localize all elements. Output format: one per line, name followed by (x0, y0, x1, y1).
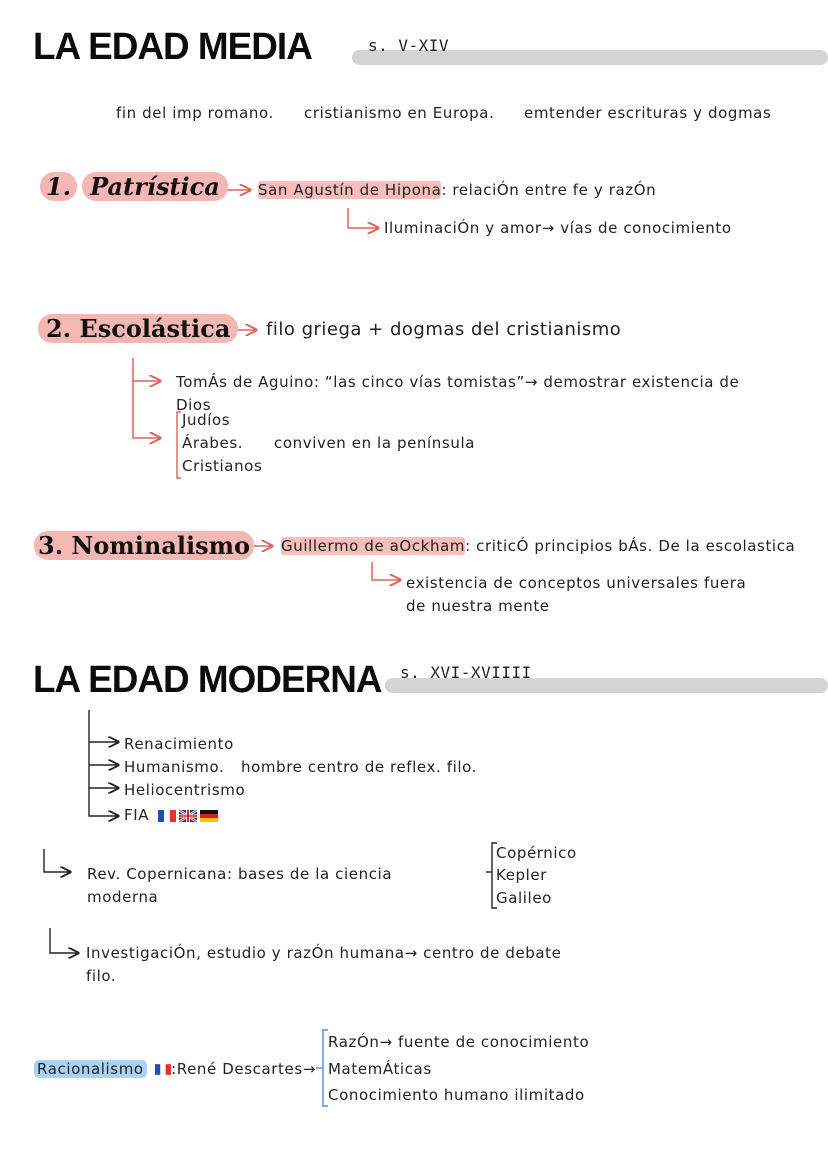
arrow-copernicana (44, 849, 70, 872)
tomas-line: Dios (176, 396, 212, 414)
heading-nominalismo: 3. Nominalismo (34, 531, 254, 560)
racionalismo-point: MatemÁticas (328, 1060, 432, 1078)
group-item: Árabes. (182, 434, 244, 452)
investigacion-line: InvestigaciÓn, estudio y razÓn humana→ centro de debate (86, 944, 562, 962)
heading-patristica: 1. Patrística (40, 172, 228, 201)
heading-escolastica: 2. Escolástica (38, 314, 238, 343)
humanismo-note: hombre centro de reflex. filo. (241, 758, 478, 776)
scientist-item: Galileo (496, 889, 552, 907)
racionalismo-line (34, 1060, 316, 1078)
tomas-line: TomÁs de Aguino: “las cinco vías tomistas”→ demostrar existencia de (176, 373, 740, 391)
uk-flag-icon (179, 810, 197, 822)
patristica-sub: IluminaciÓn y amor→ vías de conocimiento (384, 219, 732, 237)
bracket-groups (177, 412, 181, 478)
arrow-universales (372, 562, 400, 580)
moderna-item: Heliocentrismo (124, 781, 246, 799)
author-descartes: :René Descartes→ (171, 1060, 316, 1078)
copernicana-line: moderna (87, 888, 159, 906)
context-item: cristianismo en Europa. (304, 104, 495, 122)
germany-flag-icon (200, 810, 218, 822)
investigacion-line: filo. (86, 967, 117, 985)
racionalismo-label: Racionalismo (34, 1060, 147, 1078)
author-ockham: Guillermo de aOckham (281, 537, 466, 555)
context-item: fin del imp romano. (116, 104, 274, 122)
group-item: Judíos (182, 411, 231, 429)
arrow-investigacion (50, 928, 78, 953)
nominalismo-idea: Guillermo de aOckham: criticÓ principios bÁs. De la escolastica (281, 537, 796, 555)
france-flag-icon (158, 810, 176, 822)
copernicana-line: Rev. Copernicana: bases de la ciencia (87, 865, 393, 883)
century-label: s. XVI-XVIIII (400, 663, 532, 682)
patristica-idea: San Agustín de Hipona: relaciÓn entre fe y razÓn (258, 181, 657, 199)
scientist-item: Kepler (496, 866, 548, 884)
nominalismo-sub: de nuestra mente (406, 597, 550, 615)
moderna-item: Humanismo. (124, 758, 225, 776)
arrow-iluminacion (348, 208, 378, 228)
group-item: Cristianos (182, 457, 263, 475)
branch-escolastica (133, 358, 160, 438)
groups-note: conviven en la península (274, 434, 475, 452)
nominalismo-sub: existencia de conceptos universales fuera (406, 574, 747, 592)
escolastica-idea: filo griega + dogmas del cristianismo (266, 319, 622, 340)
section-title-edad-media: LA EDAD MEDIA (33, 26, 312, 68)
section-title-edad-moderna: LA EDAD MODERNA (33, 659, 382, 701)
racionalismo-point: RazÓn→ fuente de conocimiento (328, 1033, 590, 1051)
racionalismo-point: Conocimiento humano ilimitado (328, 1086, 585, 1104)
context-item: emtender escrituras y dogmas (524, 104, 772, 122)
century-label: s. V-XIV (368, 36, 450, 55)
france-flag-icon (155, 1064, 171, 1075)
moderna-item-fia: FIA (124, 806, 218, 824)
scientist-item: Copérnico (496, 844, 577, 862)
moderna-item: Renacimiento (124, 735, 234, 753)
branch-moderna (89, 710, 118, 816)
author-san-agustin: San Agustín de Hipona (258, 181, 442, 199)
